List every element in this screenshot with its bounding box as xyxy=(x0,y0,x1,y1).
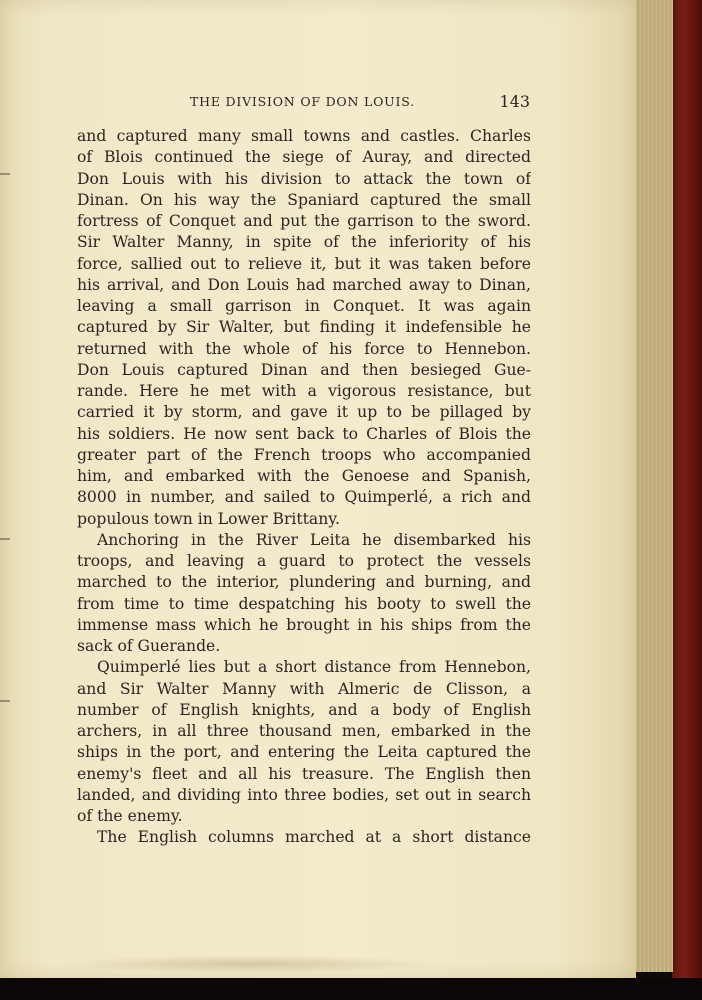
text-line: and Sir Walter Manny with Almeric de Clisson, a xyxy=(77,679,531,698)
text-line: Quimperlé lies but a short distance from Hennebon, xyxy=(97,658,531,677)
text-line: returned with the whole of his force to Hennebon. xyxy=(77,339,531,358)
text-line: captured by Sir Walter, but finding it indefensible he xyxy=(77,318,531,337)
text-line: fortress of Conquet and put the garrison to the sword. xyxy=(77,212,531,230)
text-line: and captured many small towns and castles. Charles xyxy=(77,127,531,145)
text-line: immense mass which he brought in his ships from the xyxy=(77,615,531,634)
text-line: archers, in all three thousand men, embarked in the xyxy=(77,722,531,740)
text-line: populous town in Lower Brittany. xyxy=(77,509,340,528)
text-line: of the enemy. xyxy=(77,807,183,825)
text-line: landed, and dividing into three bodies, set out in search xyxy=(77,785,531,804)
text-line: rande. Here he met with a vigorous resistance, but xyxy=(77,382,531,400)
text-line: from time to time despatching his booty to swell the xyxy=(77,594,531,613)
text-line: troops, and leaving a guard to protect the vessels xyxy=(77,552,531,570)
text-line: him, and embarked with the Genoese and Spanish, xyxy=(77,467,531,485)
text-line: greater part of the French troops who accompanied xyxy=(77,445,531,464)
page-edges xyxy=(634,0,673,972)
body-text xyxy=(77,126,531,849)
text-line: carried it by storm, and gave it up to be pillaged by xyxy=(77,403,531,422)
text-line: Anchoring in the River Leita he disembarked his xyxy=(97,530,531,549)
text-line: 8000 in number, and sailed to Quimperlé, a rich and xyxy=(77,488,531,507)
bottom-shadow xyxy=(0,978,702,1000)
margin-mark xyxy=(0,538,10,540)
book-cover-edge xyxy=(672,0,702,985)
text-line: his arrival, and Don Louis had marched away to Dinan, xyxy=(77,275,531,294)
text-line: Don Louis captured Dinan and then besieged Gue- xyxy=(77,360,531,379)
text-line: marched to the interior, plundering and burning, and xyxy=(77,573,531,592)
text-line: of Blois continued the siege of Auray, and directed xyxy=(77,148,531,167)
margin-mark xyxy=(0,700,10,702)
margin-mark xyxy=(0,173,10,175)
text-line: ships in the port, and entering the Leita captured the xyxy=(77,743,531,762)
text-line: Dinan. On his way the Spaniard captured the small xyxy=(77,190,531,209)
page-number: 143 xyxy=(499,92,530,111)
text-line: force, sallied out to relieve it, but it was taken before xyxy=(77,254,531,273)
text-line: sack of Guerande. xyxy=(77,637,221,655)
text-line: number of English knights, and a body of English xyxy=(77,700,531,719)
page-smudge xyxy=(60,955,440,973)
text-line: Don Louis with his division to attack the town of xyxy=(77,169,531,188)
text-line: leaving a small garrison in Conquet. It was again xyxy=(77,297,531,315)
running-title: THE DIVISION OF DON LOUIS. xyxy=(190,94,415,109)
text-line: The English columns marched at a short distance xyxy=(97,828,531,847)
text-line: his soldiers. He now sent back to Charles of Blois the xyxy=(77,424,531,443)
running-head xyxy=(80,93,530,115)
text-line: enemy's fleet and all his treasure. The English then xyxy=(77,764,531,783)
text-line: Sir Walter Manny, in spite of the inferiority of his xyxy=(77,233,531,252)
